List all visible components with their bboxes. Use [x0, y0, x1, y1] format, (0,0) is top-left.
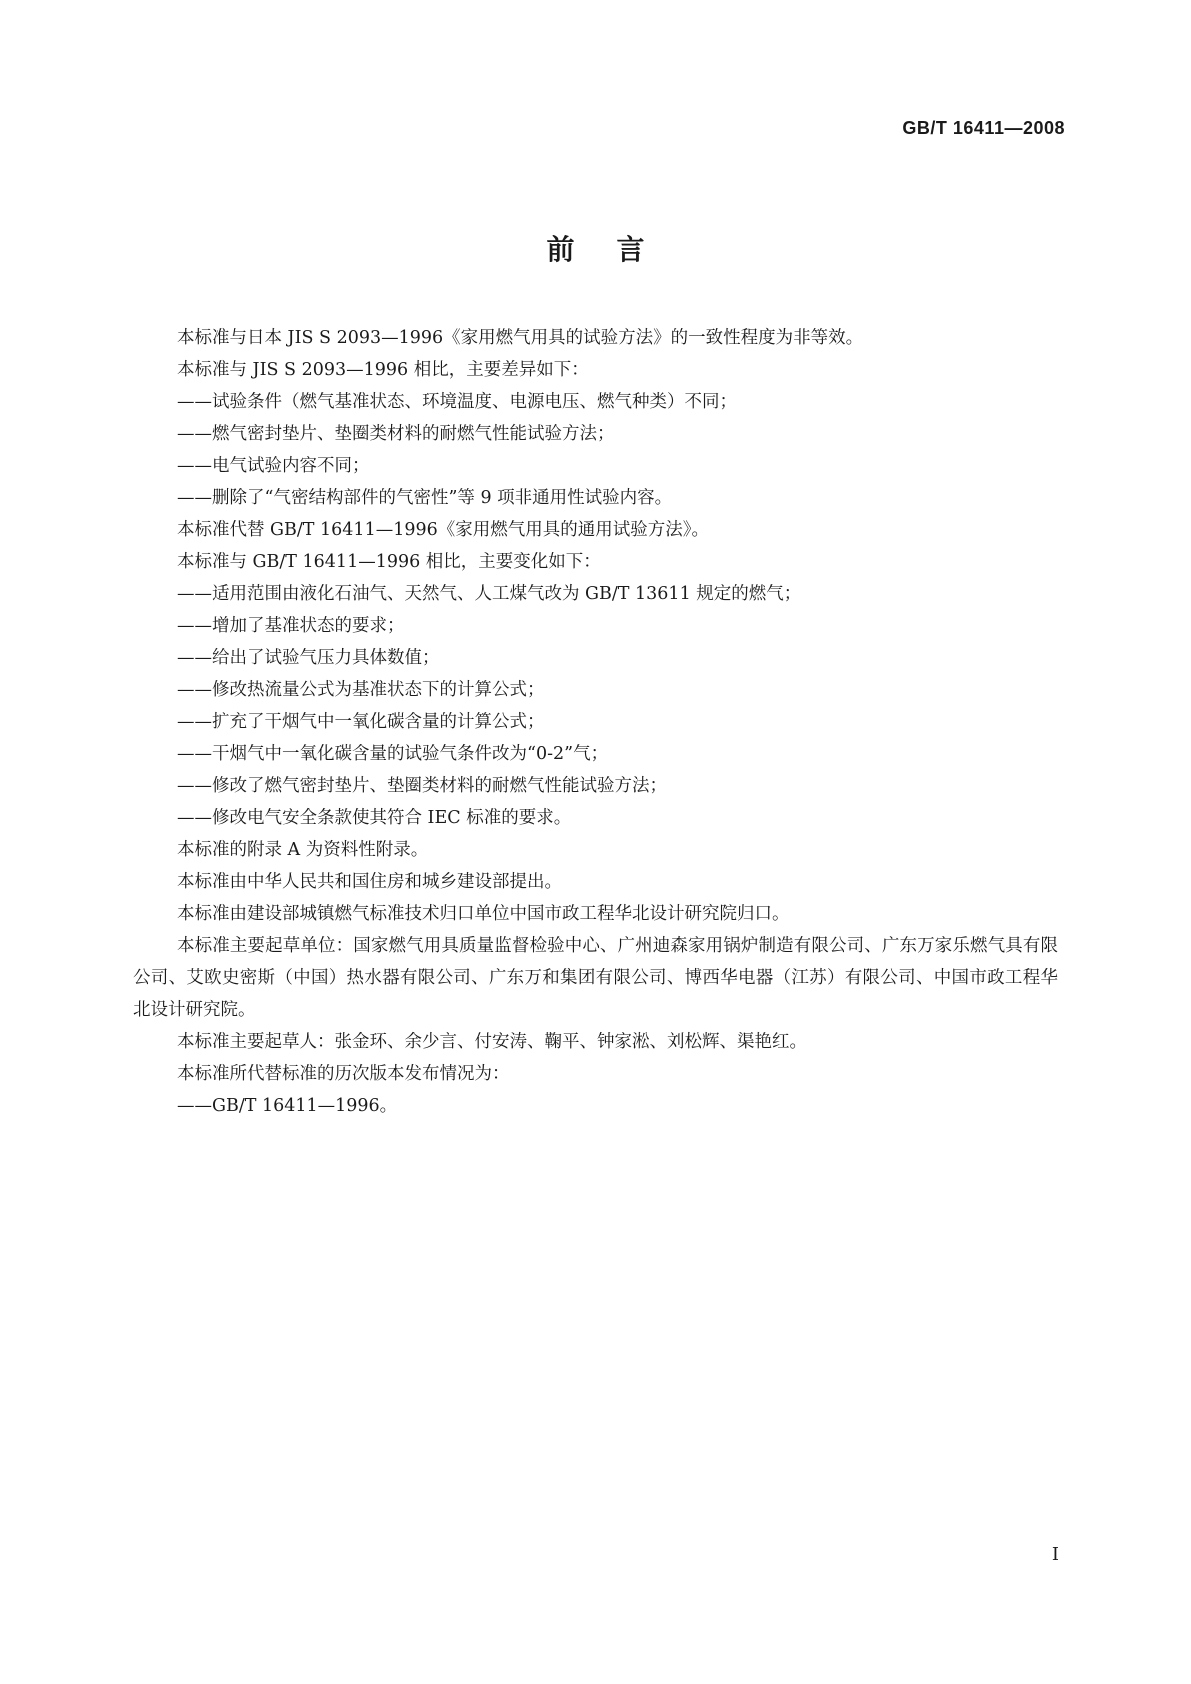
list-item: ——适用范围由液化石油气、天然气、人工煤气改为 GB/T 13611 规定的燃气；: [177, 584, 802, 604]
page-number: I: [1051, 1544, 1059, 1565]
list-item: ——干烟气中一氧化碳含量的试验气条件改为“0-2”气；: [177, 744, 609, 764]
list-item: ——燃气密封垫片、垫圈类材料的耐燃气性能试验方法；: [177, 424, 615, 444]
standard-number: GB/T 16411—2008: [902, 118, 1065, 138]
paragraph: 本标准由中华人民共和国住房和城乡建设部提出。: [177, 872, 562, 892]
paragraph: 本标准与 GB/T 16411—1996 相比，主要变化如下：: [177, 552, 601, 572]
paragraph: 本标准与 JIS S 2093—1996 相比，主要差异如下：: [177, 360, 589, 380]
paragraph: 本标准主要起草人：张金环、余少言、付安涛、鞠平、钟家淞、刘松辉、渠艳红。: [177, 1032, 807, 1052]
list-item: ——删除了“气密结构部件的气密性”等 9 项非通用性试验内容。: [177, 488, 673, 508]
paragraph: 本标准的附录 A 为资料性附录。: [177, 840, 429, 860]
list-item: ——修改了燃气密封垫片、垫圈类材料的耐燃气性能试验方法；: [177, 776, 667, 796]
foreword-body: [133, 322, 1058, 1122]
paragraph: 本标准由建设部城镇燃气标准技术归口单位中国市政工程华北设计研究院归口。: [177, 904, 790, 924]
list-item: ——电气试验内容不同；: [177, 456, 370, 476]
paragraph: 本标准主要起草单位：国家燃气用具质量监督检验中心、广州迪森家用锅炉制造有限公司、广东万家乐燃气具有限公司、艾欧史密斯（中国）热水器有限公司、广东万和集团有限公司、博西华电器（江苏）有限公司、中国市政工程华北设计研究院。: [133, 936, 1058, 1020]
list-item: ——修改电气安全条款使其符合 IEC 标准的要求。: [177, 808, 572, 828]
page-title: 前言: [546, 233, 687, 266]
list-item: ——给出了试验气压力具体数值；: [177, 648, 440, 668]
list-item: ——修改热流量公式为基准状态下的计算公式；: [177, 680, 545, 700]
list-item: ——GB/T 16411—1996。: [177, 1096, 398, 1116]
list-item: ——扩充了干烟气中一氧化碳含量的计算公式；: [177, 712, 545, 732]
paragraph: 本标准所代替标准的历次版本发布情况为：: [177, 1064, 510, 1084]
paragraph: 本标准与日本 JIS S 2093—1996《家用燃气用具的试验方法》的一致性程度为非等效。: [177, 328, 864, 348]
paragraph: 本标准代替 GB/T 16411—1996《家用燃气用具的通用试验方法》。: [177, 520, 709, 540]
list-item: ——试验条件（燃气基准状态、环境温度、电源电压、燃气种类）不同；: [177, 392, 737, 412]
list-item: ——增加了基准状态的要求；: [177, 616, 405, 636]
